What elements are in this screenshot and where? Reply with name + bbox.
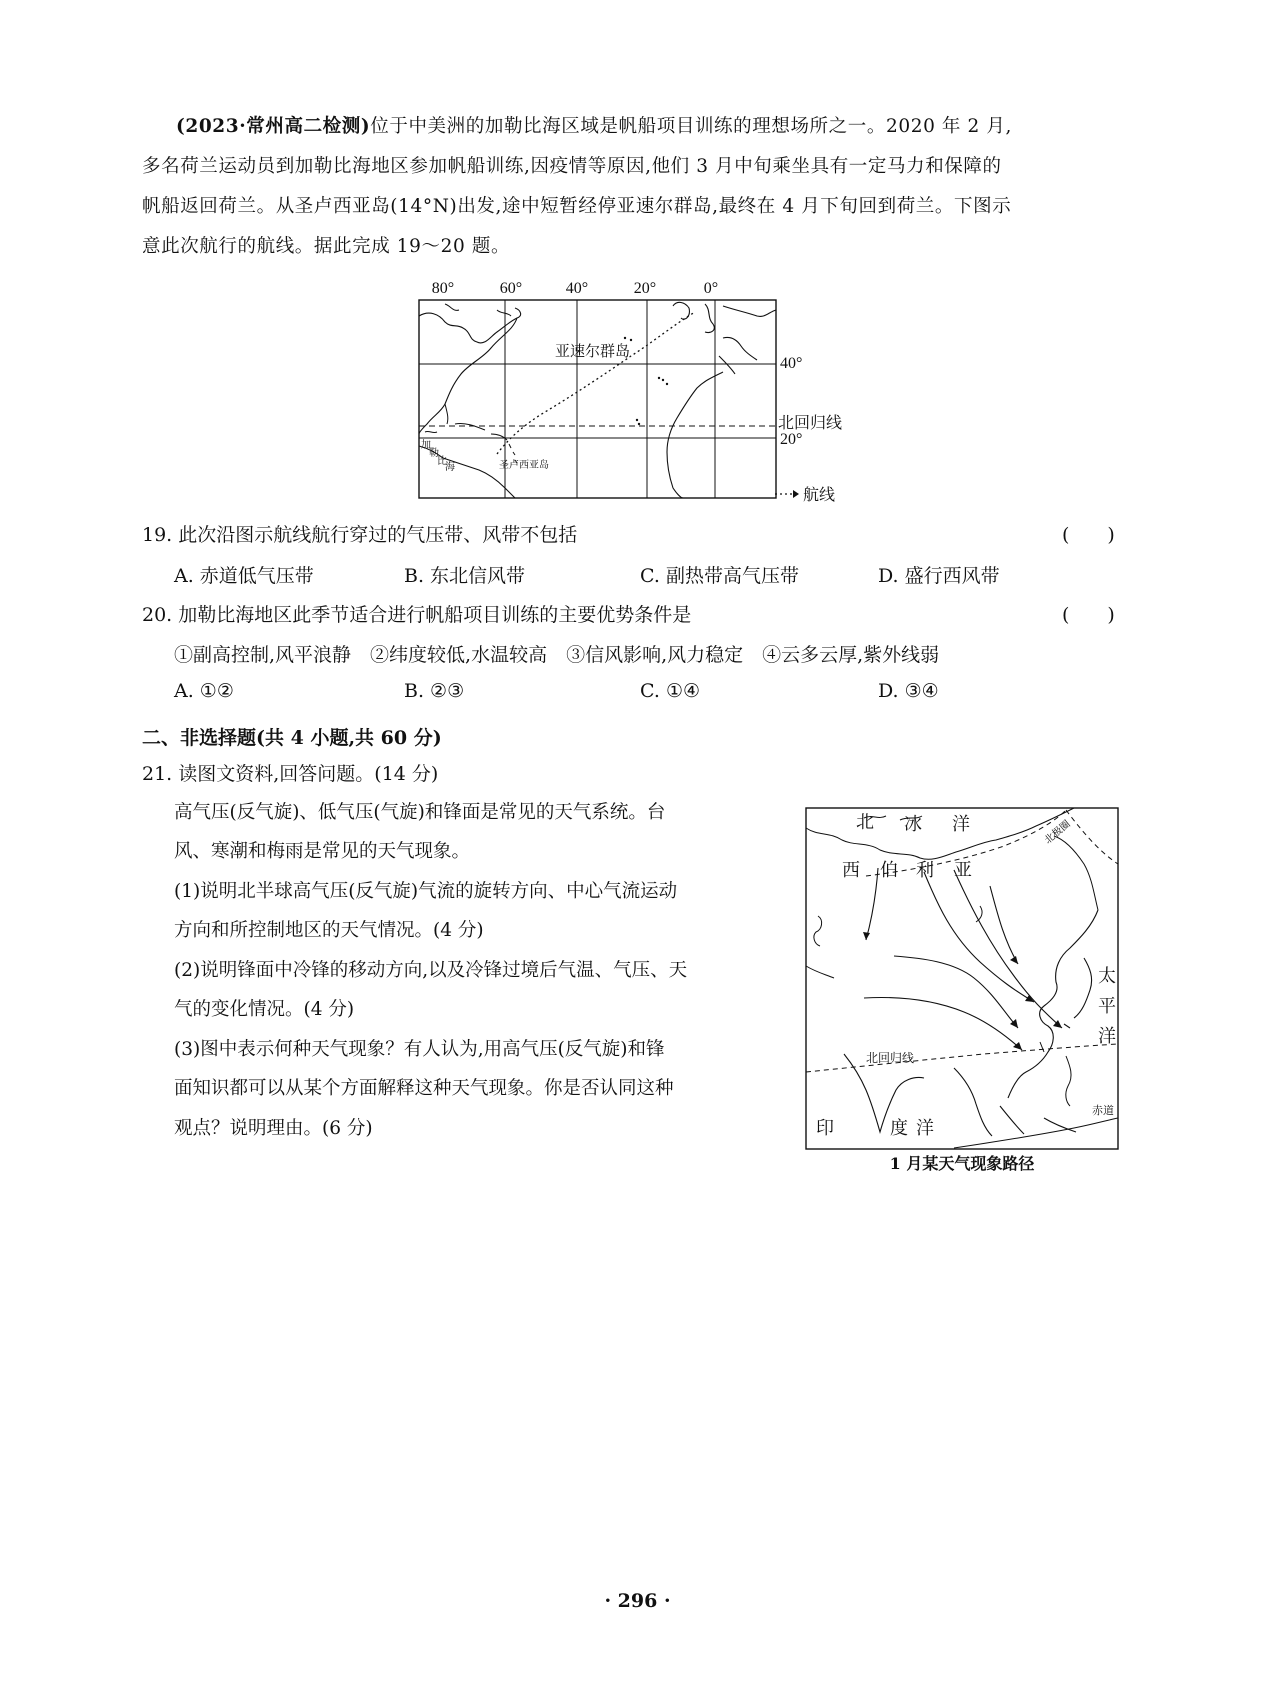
- voyage-route-map: [405, 276, 845, 510]
- intro-line-3: 帆船返回荷兰。从圣卢西亚岛(14°N)出发,途中短暂经停亚速尔群岛,最终在 4 月下旬回到荷兰。下图示: [142, 196, 1012, 217]
- arctic-coast: [806, 808, 1074, 859]
- q21-line-8: 面知识都可以从某个方面解释这种天气现象。你是否认同这种: [174, 1078, 674, 1099]
- india-coast: [844, 1054, 924, 1132]
- q21-line-1: 高气压(反气旋)、低气压(气旋)和锋面是常见的天气系统。台: [174, 802, 666, 823]
- pacific-label-2: 平: [1098, 996, 1116, 1017]
- intro-line-4: 意此次航行的航线。据此完成 19～20 题。: [142, 236, 511, 257]
- taiwan-philippines: [1040, 1042, 1071, 1106]
- q21-line-6: 气的变化情况。(4 分): [174, 999, 355, 1020]
- q21-stem: 21. 读图文资料,回答问题。(14 分): [142, 763, 439, 785]
- map2-caption: 1 月某天气现象路径: [889, 1154, 1035, 1173]
- page-number: · 296 ·: [604, 1590, 671, 1612]
- lat-label-20: 20°: [780, 431, 803, 448]
- siberia-label-4: 亚: [954, 860, 972, 881]
- lon-label-80: 80°: [431, 280, 455, 297]
- legend-arrow-icon: [793, 490, 799, 498]
- q19-option-b[interactable]: B. 东北信风带: [404, 565, 526, 587]
- q20-option-a[interactable]: A. ①②: [174, 680, 234, 702]
- arctic-label-2: 冰: [904, 814, 922, 835]
- q19-option-a[interactable]: A. 赤道低气压带: [174, 565, 314, 587]
- section-heading: 二、非选择题(共 4 小题,共 60 分): [142, 727, 442, 749]
- arctic-label-3: 洋: [952, 814, 970, 835]
- lon-label-40: 40°: [565, 280, 589, 297]
- q21-line-2: 风、寒潮和梅雨是常见的天气现象。: [174, 841, 471, 862]
- siberia-label-1: 西: [842, 860, 860, 881]
- small-islands: [624, 337, 668, 425]
- legend-label: 航线: [803, 485, 836, 504]
- siberia-label-3: 利: [916, 860, 934, 881]
- cold-wave-arrowheads: [863, 932, 1062, 1050]
- map2-tropic-label: 北回归线: [866, 1051, 915, 1065]
- arctic-label-1: 北: [856, 812, 874, 833]
- japan-islands: [1064, 958, 1092, 1028]
- indian-label-3: 洋: [916, 1118, 934, 1139]
- q19-option-c[interactable]: C. 副热带高气压带: [640, 565, 799, 587]
- azores-label: 亚速尔群岛: [555, 342, 631, 360]
- map2-equator-label: 赤道: [1092, 1104, 1114, 1117]
- cold-wave-paths: [864, 868, 1062, 1050]
- q19-option-d[interactable]: D. 盛行西风带: [878, 565, 1000, 587]
- southeast-asia-coast: [954, 1068, 1076, 1136]
- indian-label-2: 度: [890, 1118, 908, 1139]
- pacific-label-3: 洋: [1098, 1026, 1116, 1047]
- q20-option-d[interactable]: D. ③④: [878, 680, 939, 702]
- intro-line-2: 多名荷兰运动员到加勒比海地区参加帆船训练,因疫情等原因,他们 3 月中旬乘坐具有一定马力和保障的: [142, 156, 1002, 177]
- caribbean-label-1: 加: [421, 440, 431, 451]
- siberia-label-2: 伯: [880, 860, 898, 881]
- europe-coast: [673, 302, 776, 374]
- q21-line-9: 观点？说明理由。(6 分): [174, 1118, 373, 1139]
- question-source: (2023·常州高二检测): [176, 116, 371, 137]
- q20-option-c[interactable]: C. ①④: [640, 680, 701, 702]
- lat-label-40: 40°: [780, 355, 803, 372]
- lon-label-0: 0°: [703, 280, 719, 297]
- q21-line-5: (2)说明锋面中冷锋的移动方向,以及冷锋过境后气温、气压、天: [174, 960, 688, 981]
- lon-label-60: 60°: [499, 280, 523, 297]
- caspian-sea: [806, 916, 834, 978]
- north-america-islands: [445, 304, 511, 316]
- indian-label-1: 印: [816, 1118, 834, 1139]
- q20-statements: ①副高控制,风平浪静 ②纬度较低,水温较高 ③信风影响,风力稳定 ④云多云厚,紫外线弱: [174, 644, 940, 666]
- map2-tropic-line: [806, 1044, 1118, 1072]
- caribbean-label-4: 海: [445, 462, 455, 473]
- q19-answer-paren: ( ): [1062, 524, 1115, 546]
- caribbean-label-3: 比: [437, 456, 447, 467]
- q19-stem: 19. 此次沿图示航线航行穿过的气压带、风带不包括: [142, 524, 578, 546]
- q20-stem: 20. 加勒比海地区此季节适合进行帆船项目训练的主要优势条件是: [142, 604, 692, 626]
- q20-option-b[interactable]: B. ②③: [404, 680, 465, 702]
- caribbean-label-2: 勒: [429, 448, 439, 459]
- intro-line-1: (2023·常州高二检测)位于中美洲的加勒比海区域是帆船项目训练的理想场所之一。2020 年 2 月,: [176, 116, 1012, 137]
- cold-wave-path-map: [804, 806, 1124, 1176]
- arctic-circle-label: 北极圈: [1042, 818, 1073, 847]
- tropic-label: 北回归线: [778, 413, 843, 432]
- voyage-route: [497, 312, 695, 454]
- q21-line-7: (3)图中表示何种天气现象？有人认为,用高气压(反气旋)和锋: [174, 1039, 665, 1060]
- q21-line-3: (1)说明北半球高气压(反气旋)气流的旋转方向、中心气流运动: [174, 881, 678, 902]
- pacific-label-1: 太: [1098, 966, 1116, 987]
- arctic-circle-ext: [1066, 810, 1118, 864]
- map2-equator-line: [954, 1118, 1118, 1148]
- lon-label-20: 20°: [633, 280, 657, 297]
- q21-line-4: 方向和所控制地区的天气情况。(4 分): [174, 920, 484, 941]
- st-lucia-label: 圣卢西亚岛: [499, 460, 549, 471]
- q20-answer-paren: ( ): [1062, 604, 1115, 626]
